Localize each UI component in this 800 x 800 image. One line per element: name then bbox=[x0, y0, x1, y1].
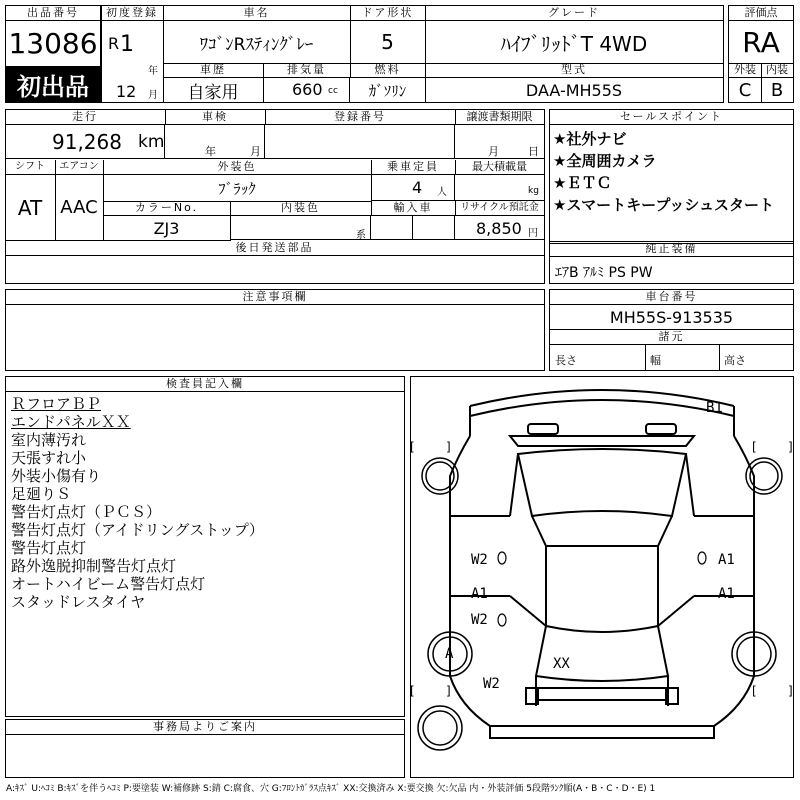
sales-point-label: セールスポイント bbox=[549, 110, 794, 125]
sales-point-item: ★スマートキープッシュスタート bbox=[553, 196, 775, 214]
lot-number: 13086 bbox=[8, 26, 98, 60]
model-code-label: 型式 bbox=[425, 63, 723, 78]
remark-line: 警告灯点灯（アイドリングストップ） bbox=[11, 521, 264, 539]
damage-mark: XX bbox=[553, 656, 570, 672]
history-label: 車歴 bbox=[163, 63, 264, 78]
equipment-list: ｴｱB ｱﾙﾐ PS PW bbox=[555, 265, 653, 281]
sales-point-item: ★全周囲カメラ bbox=[553, 152, 657, 170]
grade: ﾊｲﾌﾞﾘｯﾄﾞT 4WD bbox=[425, 21, 723, 64]
sales-point-item: ★ＥＴＣ bbox=[553, 174, 612, 192]
hood-line bbox=[532, 516, 672, 546]
capacity: 4 bbox=[412, 178, 423, 197]
shift-label: シフト bbox=[5, 160, 56, 175]
rear-window bbox=[536, 626, 668, 681]
damage-mark: A1 bbox=[718, 586, 735, 602]
legend-text: A:ｷｽﾞ U:ﾍｺﾐ B:ｷｽﾞを伴うﾍｺﾐ P:要塗装 W:補修跡 S:錆 C:腐食、穴 G:ﾌﾛﾝﾄｶﾞﾗｽ点ｷｽﾞ XX:交換済み X:要交換 欠:欠品 内・外装評価 5段階ﾗﾝｸ順(A・B・C・D・E) 1 bbox=[6, 784, 656, 794]
chassis-number: MH55S-913535 bbox=[549, 305, 794, 330]
reg-no-cell bbox=[265, 125, 455, 159]
interior-label: 内装 bbox=[761, 63, 793, 78]
spare-wheel bbox=[418, 706, 462, 750]
mileage-label: 走行 bbox=[5, 110, 166, 125]
transfer-month-unit: 月 bbox=[488, 145, 499, 158]
office-label: 事務局よりご案内 bbox=[5, 720, 405, 735]
reg-era: R bbox=[108, 34, 120, 53]
first-listing-badge: 初出品 bbox=[6, 66, 100, 102]
exterior-label: 外装 bbox=[729, 63, 762, 78]
sales-point-list bbox=[553, 128, 774, 216]
length-label: 長さ bbox=[555, 354, 577, 367]
headlight-left bbox=[528, 424, 558, 434]
bracket-mark: [ bbox=[752, 440, 757, 454]
remark-line: 外装小傷有り bbox=[11, 467, 102, 485]
height-label: 高さ bbox=[724, 354, 746, 367]
inspection-label: 車検 bbox=[165, 110, 266, 125]
chassis-label: 車台番号 bbox=[549, 290, 794, 305]
damage-mark: B1 bbox=[706, 400, 723, 416]
displacement-label: 排気量 bbox=[263, 63, 351, 78]
displacement: 660 bbox=[292, 80, 323, 99]
car-name: ﾜｺﾞﾝRｽﾃｨﾝｸﾞﾚｰ bbox=[163, 21, 351, 64]
bracket-mark: [ bbox=[752, 684, 757, 698]
dims-label: 諸元 bbox=[549, 330, 794, 345]
score-label: 評価点 bbox=[728, 6, 794, 21]
transfer-label: 譲渡書類期限 bbox=[455, 110, 544, 125]
damage-mark: W2 bbox=[483, 676, 500, 692]
transfer-day-unit: 日 bbox=[528, 145, 539, 158]
damage-mark: A1 bbox=[718, 552, 735, 568]
wheel-front-right bbox=[746, 458, 782, 494]
aircon: AAC bbox=[55, 175, 104, 241]
persons-unit: 人 bbox=[437, 187, 447, 198]
int-color-cell bbox=[230, 216, 371, 240]
inspector-label: 検査員記入欄 bbox=[5, 377, 405, 392]
bracket-mark: ] bbox=[446, 684, 451, 698]
equipment-label: 純正装備 bbox=[549, 242, 794, 257]
reg-year: 1 bbox=[120, 32, 134, 57]
inspector-remarks bbox=[11, 395, 264, 611]
door-label: ドア形状 bbox=[350, 6, 426, 21]
month-unit: 月 bbox=[148, 90, 158, 101]
mileage: 91,268 bbox=[52, 130, 122, 154]
sales-point-item: ★社外ナビ bbox=[553, 130, 627, 148]
year-unit: 年 bbox=[148, 66, 158, 77]
kei-unit: 系 bbox=[356, 230, 366, 241]
remark-line: 天張すれ小 bbox=[11, 449, 87, 467]
max-load-label: 最大積載量 bbox=[455, 160, 544, 175]
remark-line: スタッドレスタイヤ bbox=[11, 593, 146, 611]
model-code: DAA-MH55S bbox=[525, 80, 623, 100]
car-outline bbox=[410, 376, 794, 778]
remark-line: 室内薄汚れ bbox=[11, 431, 87, 449]
lot-number-label: 出品番号 bbox=[5, 6, 101, 21]
rear-license-area bbox=[538, 688, 666, 700]
remark-line: 警告灯点灯 bbox=[11, 539, 87, 557]
reg-no-label: 登録番号 bbox=[265, 110, 456, 125]
ext-color-label: 外装色 bbox=[103, 160, 372, 175]
door-type: 5 bbox=[350, 21, 426, 64]
remark-line: エンドパネルＸＸ bbox=[11, 413, 131, 431]
inspection-year-unit: 年 bbox=[205, 145, 216, 158]
front-bumper-line bbox=[470, 400, 734, 416]
width-label: 幅 bbox=[650, 354, 661, 367]
bracket-mark: ] bbox=[788, 684, 793, 698]
damage-mark: A bbox=[445, 646, 454, 662]
remark-line: 路外逸脱抑制警告灯点灯 bbox=[11, 557, 177, 575]
yen-unit: 円 bbox=[528, 228, 538, 239]
rear-bumper bbox=[490, 726, 714, 738]
headlight-right bbox=[646, 424, 676, 434]
remark-line: ＲフロアＢＰ bbox=[11, 395, 102, 413]
kg-unit: kg bbox=[528, 186, 539, 196]
cc-unit: cc bbox=[328, 86, 338, 96]
history: 自家用 bbox=[163, 78, 264, 102]
import-cell-right bbox=[413, 216, 455, 240]
ext-color: ﾌﾞﾗｯｸ bbox=[103, 175, 372, 202]
shift: AT bbox=[5, 175, 56, 241]
import-cell-left bbox=[371, 216, 413, 240]
reg-month: 12 bbox=[116, 82, 137, 101]
notes-label: 注意事項欄 bbox=[5, 290, 545, 305]
exterior-grade: C bbox=[729, 78, 762, 102]
fuel: ｶﾞｿﾘﾝ bbox=[350, 78, 426, 102]
bracket-mark: ] bbox=[788, 440, 793, 454]
color-no: ZJ3 bbox=[103, 216, 231, 241]
damage-mark: W2 bbox=[471, 552, 488, 568]
remark-line: 足廻りＳ bbox=[11, 485, 72, 503]
score: RA bbox=[728, 21, 794, 64]
remark-line: 警告灯点灯（ＰＣＳ） bbox=[11, 503, 162, 521]
color-no-label: カラーNo. bbox=[103, 201, 231, 216]
damage-mark: W2 bbox=[471, 612, 488, 628]
interior-grade: B bbox=[770, 79, 784, 101]
bracket-mark: [ bbox=[410, 440, 415, 454]
first-reg-label: 初度登録 bbox=[101, 6, 164, 21]
wheel-front-left bbox=[422, 458, 458, 494]
recycle-label: リサイクル預託金 bbox=[455, 201, 544, 216]
remark-line: オートハイビーム警告灯点灯 bbox=[11, 575, 206, 593]
aircon-label: エアコン bbox=[55, 160, 104, 175]
grille bbox=[510, 436, 694, 446]
car-name-label: 車名 bbox=[163, 6, 351, 21]
fuel-label: 燃料 bbox=[350, 63, 426, 78]
later-parts-label: 後日発送部品 bbox=[5, 241, 544, 256]
recycle-amount: 8,850 bbox=[476, 219, 522, 238]
grade-label: グレード bbox=[425, 6, 723, 21]
km-unit: km bbox=[138, 132, 165, 152]
bracket-mark: ] bbox=[446, 440, 451, 454]
inspection-month-unit: 月 bbox=[250, 145, 261, 158]
damage-mark: A1 bbox=[471, 586, 488, 602]
front-bumper-line bbox=[470, 390, 734, 406]
bracket-mark: [ bbox=[410, 684, 415, 698]
import-label: 輸入車 bbox=[371, 201, 456, 216]
windshield bbox=[518, 449, 686, 516]
int-color-label: 内装色 bbox=[230, 201, 372, 216]
capacity-label: 乗車定員 bbox=[371, 160, 456, 175]
